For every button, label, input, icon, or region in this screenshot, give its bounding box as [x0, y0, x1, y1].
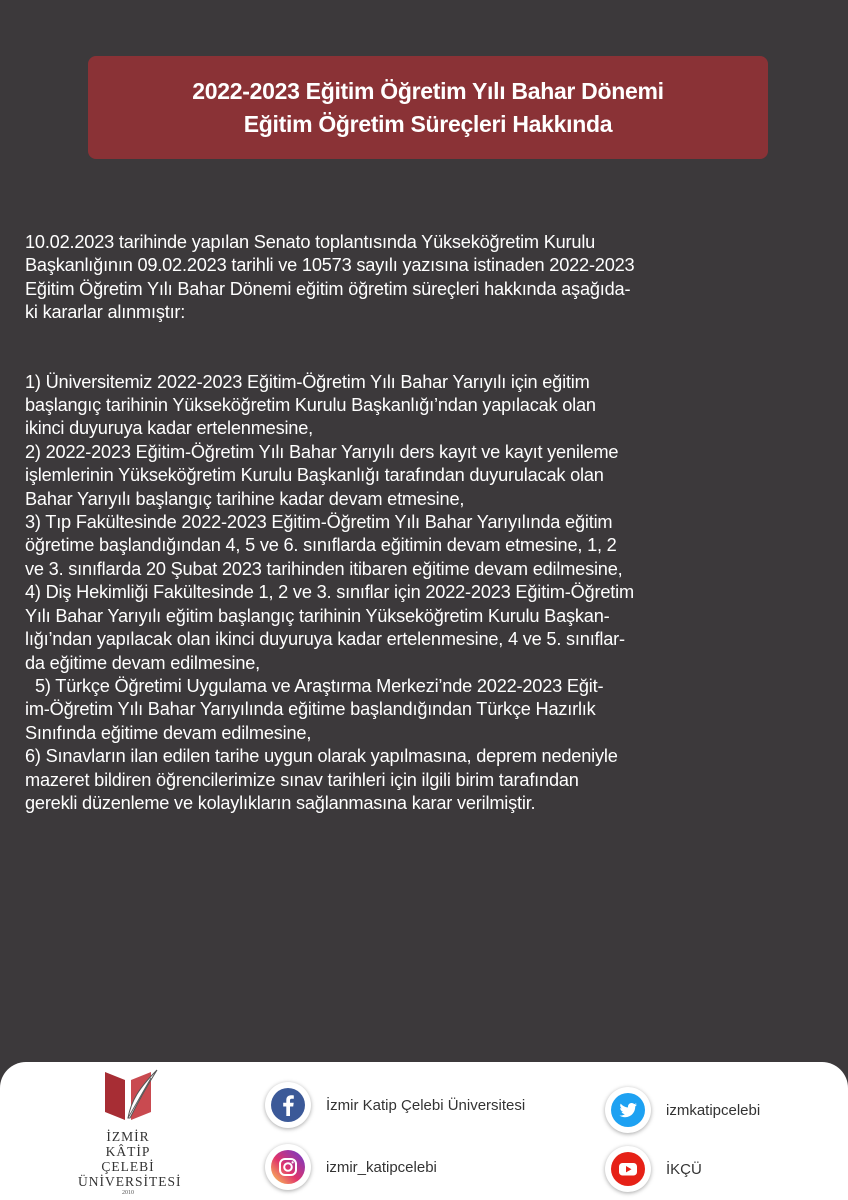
title-line-1: 2022-2023 Eğitim Öğretim Yılı Bahar Dönemi: [192, 77, 664, 104]
item-line: 6) Sınavların ilan edilen tarihe uygun olarak yapılmasına, deprem nedeniyle: [25, 746, 618, 767]
quill-emblem-icon: [91, 1066, 165, 1124]
item-line: mazeret bildiren öğrencilerimize sınav tarihleri için ilgili birim tarafından: [25, 769, 579, 790]
item-line: işlemlerinin Yükseköğretim Kurulu Başkanlığı tarafından duyurulacak olan: [25, 465, 604, 486]
item-line: 5) Türkçe Öğretimi Uygulama ve Araştırma Merkezi’nde 2022-2023 Eğit-: [35, 675, 604, 696]
twitter-link[interactable]: [605, 1087, 760, 1133]
instagram-link[interactable]: [265, 1144, 437, 1190]
intro-line: ki kararlar alınmıştır:: [25, 302, 186, 323]
youtube-label: İKÇÜ: [666, 1160, 702, 1178]
intro-line: Eğitim Öğretim Yılı Bahar Dönemi eğitim öğretim süreçleri hakkında aşağıda-: [25, 278, 631, 299]
facebook-label: İzmir Katip Çelebi Üniversitesi: [326, 1096, 526, 1114]
item-line: 2) 2022-2023 Eğitim-Öğretim Yılı Bahar Yarıyılı ders kayıt ve kayıt yenileme: [25, 441, 619, 462]
instagram-label: izmir_katipcelebi: [326, 1158, 437, 1176]
intro-line: 10.02.2023 tarihinde yapılan Senato toplantısında Yükseköğretim Kurulu: [25, 232, 596, 252]
twitter-label: izmkatipcelebi: [666, 1101, 761, 1119]
facebook-link[interactable]: [265, 1082, 525, 1128]
item-line: 1) Üniversitemiz 2022-2023 Eğitim-Öğretim Yılı Bahar Yarıyılı için eğitim: [25, 371, 590, 392]
item-line: da eğitime devam edilmesine,: [25, 652, 261, 673]
item-line: başlangıç tarihinin Yükseköğretim Kurulu Başkanlığı’ndan yapılacak olan: [25, 395, 596, 416]
item-line: lığı’ndan yapılacak olan ikinci duyuruya kadar ertelenmesine, 4 ve 5. sınıflar-: [25, 629, 625, 650]
item-line: Sınıfında eğitime devam edilmesine,: [25, 722, 312, 743]
item-line: gerekli düzenleme ve kolaylıkların sağlanmasına karar verilmiştir.: [25, 792, 536, 813]
announcement-body: [25, 231, 823, 815]
item-line: ve 3. sınıflarda 20 Şubat 2023 tarihinden itibaren eğitime devam edilmesine,: [25, 558, 623, 579]
youtube-icon: [605, 1146, 651, 1192]
intro-line: Başkanlığının 09.02.2023 tarihli ve 10573 sayılı yazısına istinaden 2022-2023: [25, 255, 635, 276]
twitter-icon: [605, 1087, 651, 1133]
item-line: 4) Diş Hekimliği Fakültesinde 1, 2 ve 3. sınıflar için 2022-2023 Eğitim-Öğretim: [25, 582, 634, 603]
logo-line-3: ÜNİVERSİTESİ: [78, 1174, 182, 1189]
item-line: im-Öğretim Yılı Bahar Yarıyılında eğitime başlandığından Türkçe Hazırlık: [25, 699, 596, 720]
logo-line-1: İZMİR: [106, 1129, 150, 1144]
youtube-link[interactable]: [605, 1146, 702, 1192]
logo-line-2: KÂTİP ÇELEBİ: [101, 1144, 155, 1174]
university-logo: [78, 1066, 182, 1196]
logo-year: 2010: [122, 1190, 134, 1196]
item-line: öğretime başlandığından 4, 5 ve 6. sınıflarda eğitimin devam etmesine, 1, 2: [25, 535, 617, 556]
title-banner: [88, 56, 768, 159]
instagram-icon: [265, 1144, 311, 1190]
item-line: 3) Tıp Fakültesinde 2022-2023 Eğitim-Öğretim Yılı Bahar Yarıyılında eğitim: [25, 512, 613, 533]
item-line: Bahar Yarıyılı başlangıç tarihine kadar devam etmesine,: [25, 488, 465, 509]
title-line-2: Eğitim Öğretim Süreçleri Hakkında: [243, 110, 613, 137]
item-line: ikinci duyuruya kadar ertelenmesine,: [25, 418, 313, 439]
paragraph-gap: [25, 325, 823, 371]
facebook-icon: [265, 1082, 311, 1128]
item-line: Yılı Bahar Yarıyılı eğitim başlangıç tarihinin Yükseköğretim Kurulu Başkan-: [25, 605, 610, 626]
